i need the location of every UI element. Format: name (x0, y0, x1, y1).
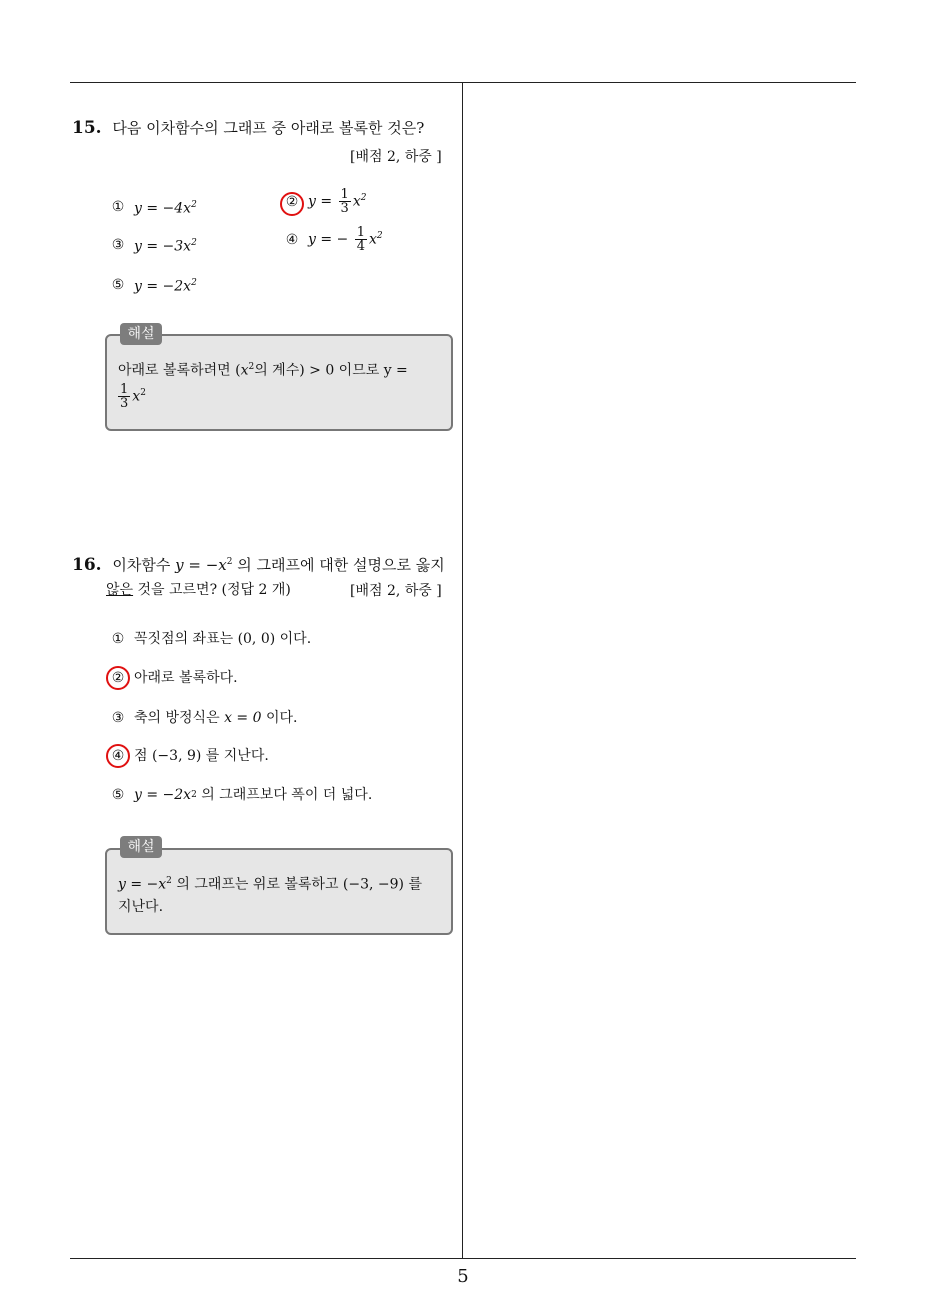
top-rule (70, 82, 856, 83)
question-16-line2: 않은 것을 고르면? (정답 2 개) (106, 582, 291, 598)
option-formula: $y = -4x^2$ (134, 200, 197, 217)
option-mark: ② (285, 193, 299, 210)
bottom-rule (70, 1258, 856, 1259)
option-mark: ③ (111, 236, 125, 253)
option-text: 꼭짓점의 좌표는 (0, 0) 이다. (134, 631, 312, 647)
option-formula: y = $\frac{1}{3}$ $x^2$ (308, 187, 367, 216)
question-16-header: 16. 이차함수 $y = -x^2$ 의 그래프에 대한 설명으로 옳지 (72, 555, 445, 575)
option-formula: $y = -3x^2$ (134, 238, 197, 255)
option-mark: ③ (111, 710, 125, 726)
fraction: $\frac{1}{4}$ (356, 225, 366, 254)
answer-circle-q15-2 (280, 192, 304, 216)
option-mark: ④ (285, 231, 299, 248)
option-mark: ⑤ (111, 276, 125, 293)
fraction: $\frac{1}{3}$ (120, 381, 129, 411)
question-16-meta: [배점 2, 하중 ] (350, 583, 442, 599)
answer-circle-q16-4 (106, 744, 130, 768)
option-mark: ④ (111, 748, 125, 764)
question-15-header (72, 118, 424, 138)
option-mark: ⑤ (111, 787, 125, 803)
question-number: 15. (72, 118, 102, 138)
page-number: 5 (457, 1266, 469, 1287)
q16-option-1[interactable] (110, 630, 311, 648)
q16-solution-tag: 해설 (120, 836, 162, 858)
answer-circle-q16-2 (106, 666, 130, 690)
q15-option-5[interactable] (110, 274, 197, 296)
fraction: $\frac{1}{3}$ (340, 187, 349, 216)
underlined-word: 않은 (106, 582, 134, 598)
column-divider (462, 83, 463, 1259)
option-text: 아래로 볼록하다. (134, 670, 238, 686)
option-mark: ② (111, 670, 125, 686)
q15-solution-tag: 해설 (120, 323, 162, 345)
option-mark: ① (111, 631, 125, 647)
q15-option-3[interactable] (110, 234, 197, 256)
q16-solution-text: $y = -x^2$ 의 그래프는 위로 볼록하고 (−3, −9) 를 지난다. (118, 876, 422, 915)
q15-solution-text: 아래로 볼록하려면 ($x^2$의 계수) > 0 이므로 y = $\frac{1}{3}$ $x^2$ (118, 362, 408, 411)
option-formula: $y = -2x^2$ (134, 278, 197, 295)
q16-option-5[interactable]: ⑤ y = −2x 2 의 그래프보다 폭이 더 넓다. (111, 787, 373, 803)
question-number: 16. (72, 555, 102, 575)
q16-option-3[interactable]: ③ 축의 방정식은 x = 0 이다. (111, 710, 298, 726)
option-formula: y = − $\frac{1}{4}$ $x^2$ (308, 225, 383, 254)
q15-option-1[interactable] (110, 196, 197, 218)
option-mark: ① (111, 198, 125, 215)
q16-option-4[interactable] (110, 747, 269, 765)
question-15-meta: [배점 2, 하중 ] (350, 149, 442, 165)
question-text: 다음 이차함수의 그래프 중 아래로 볼록한 것은? (112, 119, 425, 137)
q15-option-4[interactable] (284, 226, 383, 253)
option-text: 점 (−3, 9) 를 지난다. (134, 748, 269, 764)
